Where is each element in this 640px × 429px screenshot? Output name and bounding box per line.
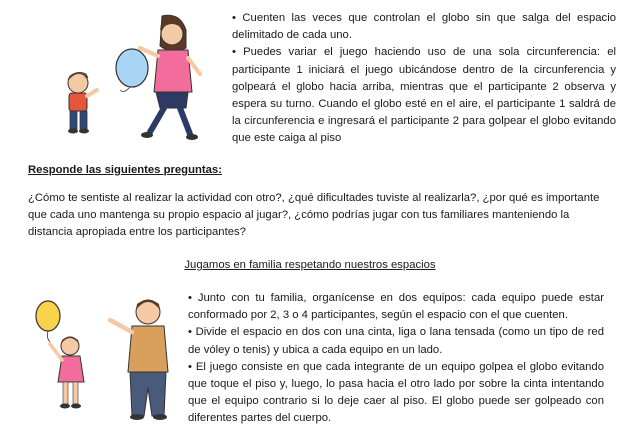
section2-bullet-1: • Junto con tu familia, organícense en dos equipos: cada equipo puede estar conformado por 2, 3 o 4 participantes, según el espacio con el que cuenten. <box>188 292 604 322</box>
questions-text: ¿Cómo te sentiste al realizar la actividad con otro?, ¿qué dificultades tuviste al realizarla?, ¿por qué es importante que cada uno mantenga su propio espacio al jugar?, ¿cómo podrías jugar con tus familiares manteniendo la distancia apropiada entre los participantes? <box>28 192 600 239</box>
section1-bullet-1: • Cuenten las veces que controlan el globo sin que salga del espacio delimitado de cada uno. <box>232 12 616 42</box>
small-girl-figure <box>50 337 84 409</box>
section2-title: Jugamos en familia respetando nuestros espacios <box>184 259 436 271</box>
boy-figure <box>68 72 97 133</box>
man-figure <box>110 300 168 420</box>
section2-bullets <box>188 290 604 428</box>
section2-bullet-3: • El juego consiste en que cada integrante de un equipo golpea el globo evitando que toque el piso y, luego, lo pasa hacia el otro lado por sobre la cinta intentando que el equipo contrario si lo deje caer al piso. El globo puede ser golpeado con diferentes partes del cuerpo. <box>188 360 604 425</box>
section1-bullets <box>232 10 616 148</box>
family-balloon-illustration <box>30 290 180 422</box>
yellow-balloon <box>36 301 60 342</box>
questions-heading: Responde las siguientes preguntas: <box>28 164 222 176</box>
blue-balloon <box>116 49 148 91</box>
section1-bullet-2: • Puedes variar el juego haciendo uso de una sola circunferencia: el participante 1 iniciará el juego ubicándose dentro de la circunferencia y golpeará el globo hacia arriba, mientras que el participante 2 observa y espera su turno. Cuando el globo esté en el aire, el participante 1 saldrá de la circunferencia e ingresará el participante 2 para golpear el globo evitando que este caiga al piso <box>232 46 616 145</box>
section2-bullet-2: • Divide el espacio en dos con una cinta, liga o lana tensada (como un tipo de red de vóley o tenis) y ubica a cada equipo en un lado. <box>188 326 604 356</box>
children-balloon-illustration <box>40 8 210 146</box>
girl-figure <box>140 15 200 140</box>
